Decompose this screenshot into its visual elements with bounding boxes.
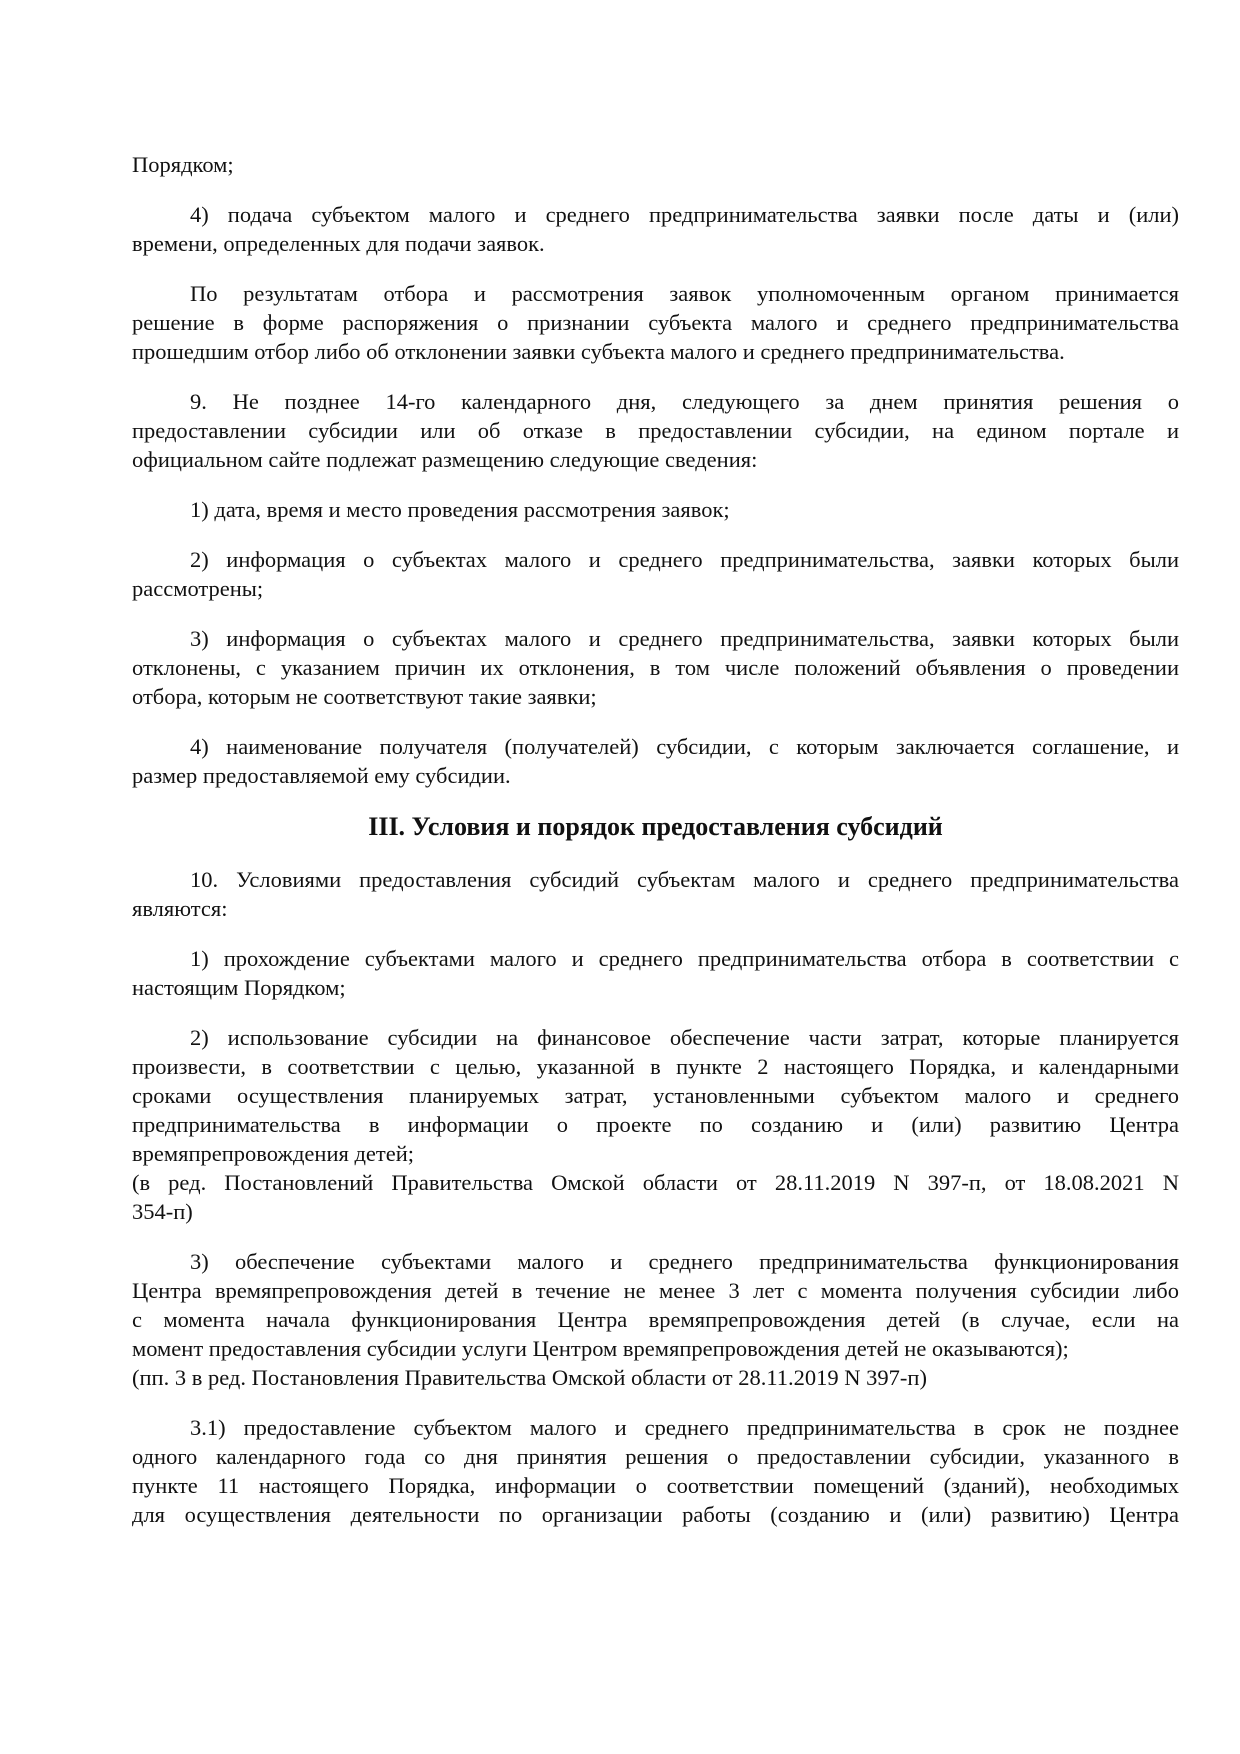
paragraph (132, 279, 1179, 366)
text-line: 3) обеспечение субъектами малого и среднего предпринимательства функционирования (190, 1249, 1179, 1274)
paragraph (132, 1247, 1179, 1392)
text-line: 9. Не позднее 14-го календарного дня, следующего за днем принятия решения о (190, 389, 1179, 414)
text-line: произвести, в соответствии с целью, указанной в пункте 2 настоящего Порядка, и календарными (132, 1054, 1179, 1079)
text-line: отбора, которым не соответствуют такие заявки; (132, 684, 597, 709)
text-line: момент предоставления субсидии услуги Центром времяпрепровождения детей не оказываются); (132, 1336, 1069, 1361)
paragraph (132, 1023, 1179, 1226)
paragraph (132, 865, 1179, 923)
text-line: 2) использование субсидии на финансовое обеспечение части затрат, которые планируется (190, 1025, 1179, 1050)
paragraph (132, 624, 1179, 711)
text-line: (в ред. Постановлений Правительства Омской области от 28.11.2019 N 397-п, от 18.08.2021 N (132, 1170, 1179, 1195)
document-page (132, 150, 1179, 1550)
paragraph (132, 1413, 1179, 1529)
paragraph (132, 944, 1179, 1002)
text-line: времени, определенных для подачи заявок. (132, 231, 545, 256)
paragraph (132, 732, 1179, 790)
text-line: По результатам отбора и рассмотрения заявок уполномоченным органом принимается (190, 281, 1179, 306)
text-line: являются: (132, 896, 228, 921)
paragraph (132, 150, 1179, 179)
text-line: одного календарного года со дня принятия решения о предоставлении субсидии, указанного в (132, 1444, 1179, 1469)
text-line: с момента начала функционирования Центра времяпрепровождения детей (в случае, если на (132, 1307, 1179, 1332)
text-line: решение в форме распоряжения о признании субъекта малого и среднего предпринимательства (132, 310, 1179, 335)
text-line: Порядком; (132, 152, 234, 177)
text-line: 3.1) предоставление субъектом малого и среднего предпринимательства в срок не позднее (190, 1415, 1179, 1440)
text-line: настоящим Порядком; (132, 975, 346, 1000)
text-line: 4) наименование получателя (получателей) субсидии, с которым заключается соглашение, и (190, 734, 1179, 759)
text-line: предпринимательства в информации о проекте по созданию и (или) развитию Центра (132, 1112, 1179, 1137)
paragraph (132, 495, 1179, 524)
text-line: предоставлении субсидии или об отказе в предоставлении субсидии, на едином портале и (132, 418, 1179, 443)
text-line: отклонены, с указанием причин их отклонения, в том числе положений объявления о проведении (132, 655, 1179, 680)
text-line: пункте 11 настоящего Порядка, информации о соответствии помещений (зданий), необходимых (132, 1473, 1179, 1498)
text-line: 1) дата, время и место проведения рассмотрения заявок; (190, 497, 730, 522)
text-line: 4) подача субъектом малого и среднего предпринимательства заявки после даты и (или) (190, 202, 1179, 227)
paragraph (132, 387, 1179, 474)
text-line: прошедшим отбор либо об отклонении заявки субъекта малого и среднего предпринимательства. (132, 339, 1065, 364)
text-line: Центра времяпрепровождения детей в течение не менее 3 лет с момента получения субсидии либо (132, 1278, 1179, 1303)
text-line: 3) информация о субъектах малого и среднего предпринимательства, заявки которых были (190, 626, 1179, 651)
text-line: 10. Условиями предоставления субсидий субъектам малого и среднего предпринимательства (190, 867, 1179, 892)
text-line: сроками осуществления планируемых затрат, установленными субъектом малого и среднего (132, 1083, 1179, 1108)
text-line: (пп. 3 в ред. Постановления Правительства Омской области от 28.11.2019 N 397-п) (132, 1365, 927, 1390)
text-line: для осуществления деятельности по организации работы (созданию и (или) развитию) Центра (132, 1502, 1179, 1527)
text-line: 354-п) (132, 1199, 193, 1224)
text-line: 2) информация о субъектах малого и среднего предпринимательства, заявки которых были (190, 547, 1179, 572)
text-line: размер предоставляемой ему субсидии. (132, 763, 511, 788)
heading-text: III. Условия и порядок предоставления субсидий (368, 812, 943, 841)
paragraph (132, 200, 1179, 258)
text-line: 1) прохождение субъектами малого и среднего предпринимательства отбора в соответствии с (190, 946, 1179, 971)
text-line: официальном сайте подлежат размещению следующие сведения: (132, 447, 758, 472)
paragraph (132, 545, 1179, 603)
section-heading (132, 811, 1179, 843)
text-line: времяпрепровождения детей; (132, 1141, 415, 1166)
text-line: рассмотрены; (132, 576, 264, 601)
